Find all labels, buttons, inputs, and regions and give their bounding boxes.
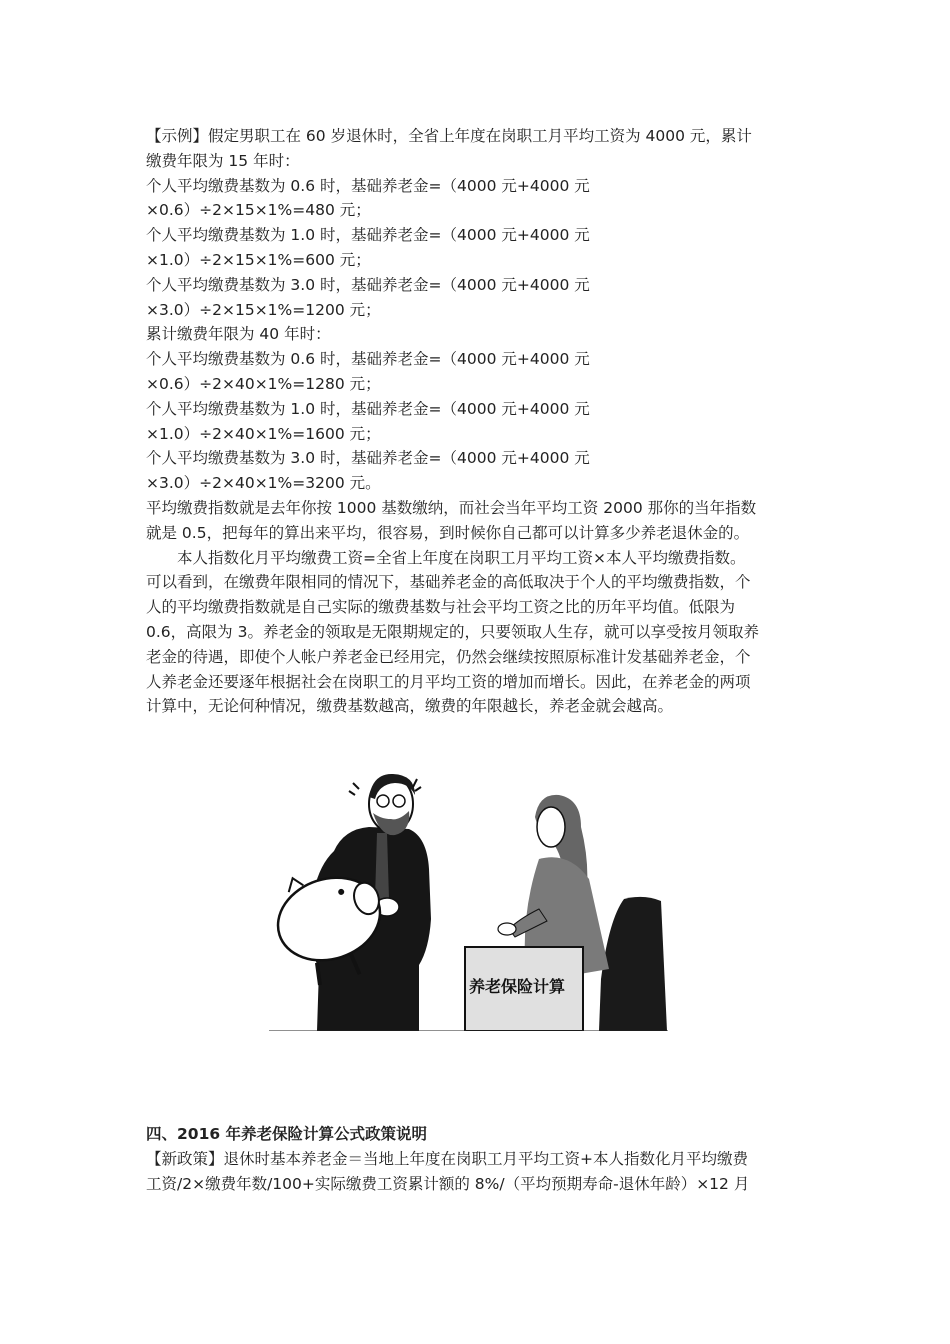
explanation-para2-line-6: 人养老金还要逐年根据社会在岗职工的月平均工资的增加而增长。因此，在养老金的两项 xyxy=(146,672,751,691)
cartoon-illustration xyxy=(269,769,668,1031)
calc40-line-6: ×3.0）÷2×40×1%=3200 元。 xyxy=(146,474,381,493)
section-4-line-2: 工资/2×缴费年数/100+实际缴费工资累计额的 8%/（平均预期寿命-退休年龄）×12 月 xyxy=(146,1174,750,1193)
explanation-para2-line-4: 0.6，高限为 3。养老金的领取是无限期规定的，只要领取人生存，就可以享受按月领取养 xyxy=(146,622,759,641)
example-intro-line-1: 【示例】假定男职工在 60 岁退休时，全省上年度在岗职工月平均工资为 4000 元，累计 xyxy=(146,127,752,145)
calc40-line-4: ×1.0）÷2×40×1%=1600 元； xyxy=(146,424,381,443)
intro40-line: 累计缴费年限为 40 年时： xyxy=(146,325,331,344)
calc40-line-3: 个人平均缴费基数为 1.0 时，基础养老金=（4000 元+4000 元 xyxy=(146,399,590,418)
calc40-line-1: 个人平均缴费基数为 0.6 时，基础养老金=（4000 元+4000 元 xyxy=(146,350,590,369)
calc40-line-5: 个人平均缴费基数为 3.0 时，基础养老金=（4000 元+4000 元 xyxy=(146,449,590,468)
section-4-line-1: 【新政策】退休时基本养老金＝当地上年度在岗职工月平均工资+本人指数化月平均缴费 xyxy=(146,1149,748,1168)
calc15-line-4: ×1.0）÷2×15×1%=600 元； xyxy=(146,250,371,269)
explanation-para2-line-2: 可以看到，在缴费年限相同的情况下，基础养老金的高低取决于个人的平均缴费指数，个 xyxy=(146,573,751,592)
explanation-para1-line-2: 就是 0.5，把每年的算出来平均，很容易，到时候你自己都可以计算多少养老退休金的。 xyxy=(146,523,750,542)
explanation-para1-line-1: 平均缴费指数就是去年你按 1000 基数缴纳，而社会当年平均工资 2000 那你的当年指数 xyxy=(146,498,757,517)
example-intro-line-2: 缴费年限为 15 年时： xyxy=(146,151,300,170)
explanation-para2-line-5: 老金的待遇，即使个人帐户养老金已经用完，仍然会继续按照原标准计发基础养老金，个 xyxy=(146,647,751,666)
calc15-line-6: ×3.0）÷2×15×1%=1200 元； xyxy=(146,300,381,319)
section-4 xyxy=(146,1122,810,1196)
calc15-line-2: ×0.6）÷2×15×1%=480 元； xyxy=(146,201,371,220)
explanation-para2-line-3: 人的平均缴费指数就是自己实际的缴费基数与社会平均工资之比的历年平均值。低限为 xyxy=(146,598,736,617)
section-4-heading: 四、2016 年养老保险计算公式政策说明 xyxy=(146,1125,428,1143)
calc15-line-5: 个人平均缴费基数为 3.0 时，基础养老金=（4000 元+4000 元 xyxy=(146,275,590,294)
sign-text: 养老保险计算 xyxy=(469,977,566,996)
explanation-para2-line-7: 计算中，无论何种情况，缴费基数越高，缴费的年限越长，养老金就会越高。 xyxy=(146,697,674,716)
calc15-line-1: 个人平均缴费基数为 0.6 时，基础养老金=（4000 元+4000 元 xyxy=(146,176,590,195)
calc15-line-3: 个人平均缴费基数为 1.0 时，基础养老金=（4000 元+4000 元 xyxy=(146,226,590,245)
desk-sign xyxy=(465,947,583,1031)
explanation-para2-line-1: 本人指数化月平均缴费工资=全省上年度在岗职工月平均工资×本人平均缴费指数。 xyxy=(177,548,746,567)
cartoon-svg xyxy=(269,769,668,1031)
example-section xyxy=(146,124,810,719)
calc40-line-2: ×0.6）÷2×40×1%=1280 元； xyxy=(146,374,381,393)
